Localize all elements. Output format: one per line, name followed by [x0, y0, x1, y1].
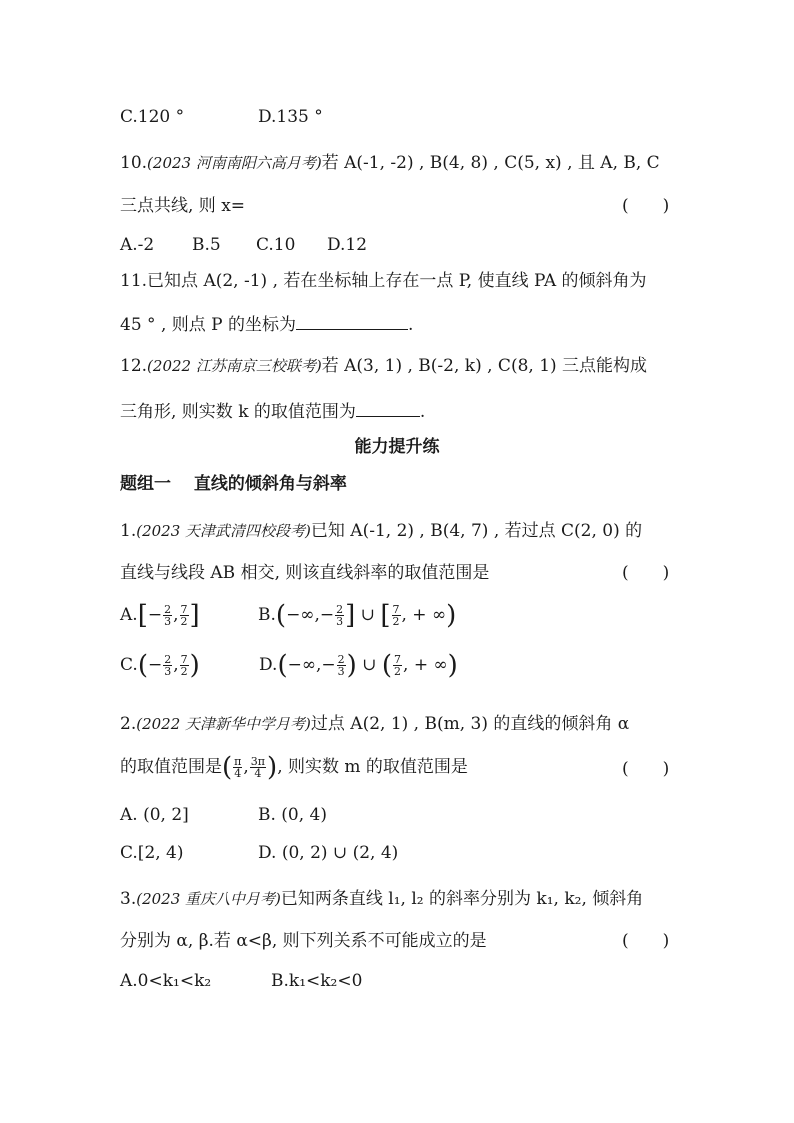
p1-source: (2023 天津武清四校段考) — [136, 522, 311, 540]
p1-option-b-label: B. — [258, 605, 276, 625]
numerator: 2 — [337, 653, 345, 666]
numerator: 2 — [336, 603, 344, 616]
p2-line2: 的取值范围是( $\frac{\pi}{4}$ , $\frac{3\pi}{4}$ ), 则实数 m 的取值范围是 — [120, 752, 468, 783]
p2-text1: 过点 A(2, 1) , B(m, 3) 的直线的倾斜角 α — [310, 714, 630, 734]
q10-line2: 三点共线, 则 x= — [120, 196, 246, 216]
q11-answer-blank[interactable] — [296, 311, 408, 330]
denominator: 2 — [392, 615, 400, 628]
q11-line2 — [120, 311, 413, 336]
q10-option-c: C.10 — [256, 235, 296, 255]
q11-text2b: . — [408, 315, 414, 335]
group-title: 题组一 直线的倾斜角与斜率 — [120, 474, 347, 494]
q10-line1 — [120, 152, 660, 174]
denominator: 3 — [337, 665, 345, 678]
q12-answer-blank[interactable] — [356, 398, 420, 417]
denominator: 2 — [180, 615, 188, 628]
numerator: 7 — [394, 653, 402, 666]
p3-answer-paren: ( ) — [622, 931, 670, 951]
fraction — [393, 654, 402, 677]
p1-option-d — [259, 650, 458, 681]
p1-option-a — [120, 600, 200, 631]
p2-text2a: 的取值范围是 — [120, 757, 222, 777]
paren-right: ) — [267, 752, 278, 783]
p2-answer-paren: ( ) — [622, 759, 670, 779]
q12-line1 — [120, 355, 647, 377]
p3-option-b: B.k₁<k₂<0 — [271, 971, 363, 991]
fraction — [233, 756, 242, 779]
q10-source: (2023 河南南阳六高月考) — [147, 154, 322, 172]
q12-line2 — [120, 398, 425, 423]
neg-infinity: −∞, — [286, 605, 320, 625]
bracket-right: ] — [345, 600, 356, 631]
paren-left: ( — [222, 752, 233, 783]
numerator: 7 — [180, 603, 188, 616]
p2-number: 2. — [120, 714, 137, 734]
comma: , — [173, 605, 179, 625]
p1-option-c-label: C. — [120, 655, 138, 675]
union-sign: ∪ — [360, 605, 375, 625]
numerator: π — [234, 755, 242, 768]
denominator: 3 — [164, 615, 172, 628]
paren-right: ) — [447, 650, 458, 681]
fraction — [392, 604, 401, 627]
p1-option-c — [120, 650, 200, 681]
paren-left: ( — [137, 650, 148, 681]
paren-right: ) — [346, 650, 357, 681]
fraction — [250, 756, 266, 779]
minus-sign: − — [147, 655, 163, 675]
q12-text2b: . — [419, 402, 426, 422]
p1-text1: 已知 A(-1, 2) , B(4, 7) , 若过点 C(2, 0) 的 — [310, 521, 643, 541]
p2-option-c: C.[2, 4) — [120, 843, 184, 863]
p1-option-b — [258, 600, 457, 631]
fraction — [163, 604, 172, 627]
p2-line1 — [120, 713, 629, 735]
q9-option-d: D.135 ° — [258, 107, 323, 127]
p1-option-a-label: A. — [120, 605, 138, 625]
p3-number: 3. — [120, 889, 137, 909]
p2-source: (2022 天津新华中学月考) — [136, 715, 311, 733]
neg-infinity: −∞, — [287, 655, 322, 675]
denominator: 2 — [394, 665, 402, 678]
p2-option-d: D. (0, 2) ∪ (2, 4) — [258, 843, 399, 863]
minus-sign: − — [321, 655, 336, 675]
p3-line1 — [120, 888, 643, 910]
q11-line1: 11.已知点 A(2, -1) , 若在坐标轴上存在一点 P, 使直线 PA 的倾斜角为 — [120, 271, 647, 291]
p3-line2: 分别为 α, β.若 α<β, 则下列关系不可能成立的是 — [120, 931, 487, 951]
comma: , — [173, 655, 179, 675]
p2-text2b: , 则实数 m 的取值范围是 — [277, 757, 468, 777]
denominator: 2 — [180, 665, 188, 678]
paren-right: ) — [189, 650, 200, 681]
paren-left: ( — [381, 650, 393, 681]
p1-answer-paren: ( ) — [622, 563, 670, 583]
fraction — [180, 604, 189, 627]
q12-text1: 若 A(3, 1) , B(-2, k) , C(8, 1) 三点能构成 — [321, 356, 648, 376]
q12-text2a: 三角形, 则实数 k 的取值范围为 — [120, 402, 356, 422]
numerator: 3π — [250, 755, 266, 768]
union-sign: ∪ — [362, 655, 377, 675]
fraction — [337, 654, 346, 677]
numerator: 7 — [180, 653, 188, 666]
q10-option-d: D.12 — [327, 235, 368, 255]
q10-number: 10. — [120, 153, 148, 173]
denominator: 4 — [254, 767, 262, 780]
fraction — [335, 604, 344, 627]
p1-option-d-label: D. — [259, 655, 278, 675]
numerator: 7 — [392, 603, 400, 616]
paren-left: ( — [277, 650, 288, 681]
q10-answer-paren: ( ) — [622, 196, 670, 216]
fraction — [163, 654, 172, 677]
q10-option-b: B.5 — [192, 235, 221, 255]
paren-left: ( — [275, 600, 287, 631]
p2-option-b: B. (0, 4) — [258, 805, 328, 825]
section-title: 能力提升练 — [354, 437, 440, 457]
bracket-left: [ — [380, 600, 391, 631]
p1-line1 — [120, 520, 642, 542]
numerator: 2 — [164, 603, 172, 616]
q12-source: (2022 江苏南京三校联考) — [147, 357, 322, 375]
q11-text2a: 45 ° , 则点 P 的坐标为 — [120, 315, 296, 335]
pos-infinity: , + ∞ — [403, 655, 448, 675]
p3-text1: 已知两条直线 l₁, l₂ 的斜率分别为 k₁, k₂, 倾斜角 — [280, 889, 644, 909]
q10-text1: 若 A(-1, -2) , B(4, 8) , C(5, x) , 且 A, B, C — [321, 153, 660, 173]
minus-sign: − — [319, 605, 335, 625]
q9-option-c: C.120 ° — [120, 107, 185, 127]
p3-option-a: A.0<k₁<k₂ — [120, 971, 212, 991]
q12-number: 12. — [120, 356, 148, 376]
denominator: 3 — [164, 665, 172, 678]
p1-number: 1. — [120, 521, 137, 541]
denominator: 3 — [336, 615, 344, 628]
q10-option-a: A.-2 — [120, 235, 155, 255]
p1-line2: 直线与线段 AB 相交, 则该直线斜率的取值范围是 — [120, 563, 490, 583]
minus-sign: − — [147, 605, 163, 625]
p3-source: (2023 重庆八中月考) — [136, 890, 281, 908]
paren-right: ) — [446, 600, 457, 631]
bracket-right: ] — [189, 600, 200, 631]
denominator: 4 — [234, 767, 242, 780]
numerator: 2 — [164, 653, 172, 666]
fraction — [180, 654, 189, 677]
pos-infinity: , + ∞ — [401, 605, 447, 625]
bracket-left: [ — [137, 600, 148, 631]
p2-option-a: A. (0, 2] — [120, 805, 189, 825]
